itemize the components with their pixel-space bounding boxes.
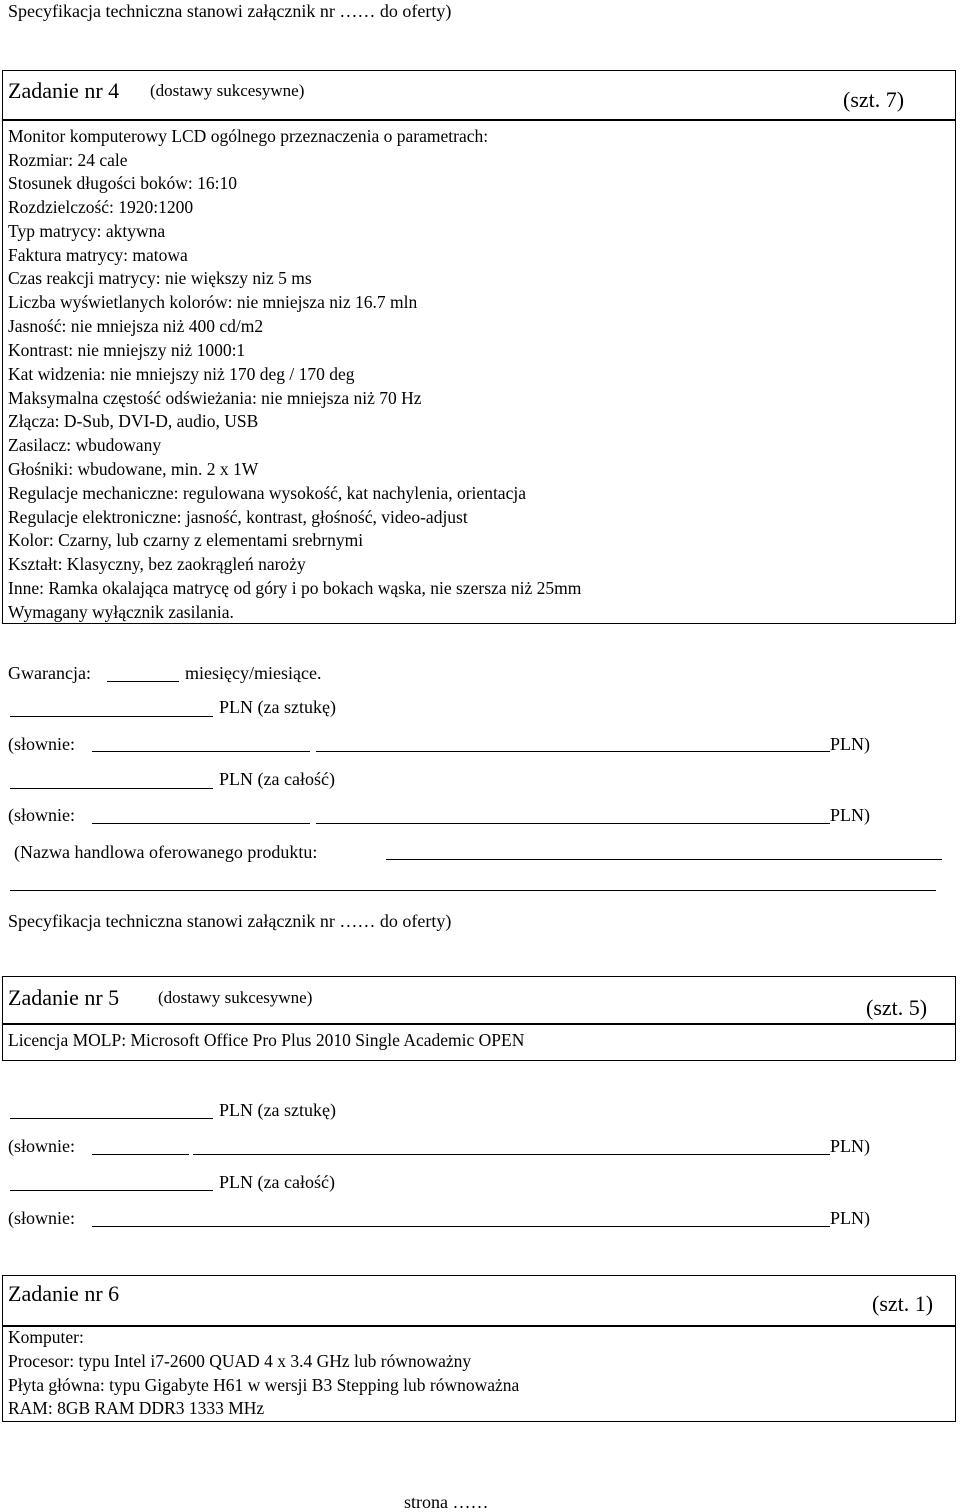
task5-words-field-1b[interactable] xyxy=(193,1154,830,1155)
task5-price-total-label: PLN (za całość) xyxy=(219,1172,335,1192)
spec-line: Głośniki: wbudowane, min. 2 x 1W xyxy=(8,459,259,479)
spec-note-middle: Specyfikacja techniczna stanowi załącznik nr …… do oferty) xyxy=(8,911,452,931)
product-name-field-1[interactable] xyxy=(386,859,942,860)
task5-words-pln-1: PLN) xyxy=(830,1136,870,1156)
task5-words-pln-2: PLN) xyxy=(830,1208,870,1228)
spec-line: Faktura matrycy: matowa xyxy=(8,245,188,265)
task5-words-field-1a[interactable] xyxy=(92,1154,189,1155)
task4-words-pln-2: PLN) xyxy=(830,805,870,825)
warranty-label: Gwarancja: xyxy=(8,663,91,683)
task4-words-label-2: (słownie: xyxy=(8,805,75,825)
spec-line: Regulacje elektroniczne: jasność, kontrast, głośność, video-adjust xyxy=(8,507,468,527)
task5-words-label-1: (słownie: xyxy=(8,1136,75,1156)
spec-line: Jasność: nie mniejsza niż 400 cd/m2 xyxy=(8,316,264,336)
task4-words-field-1a[interactable] xyxy=(92,751,310,752)
spec-note-top: Specyfikacja techniczna stanowi załącznik nr …… do oferty) xyxy=(8,1,452,21)
spec-line: Stosunek długości boków: 16:10 xyxy=(8,173,237,193)
task6-qty: (szt. 1) xyxy=(872,1291,934,1316)
spec-line: Kolor: Czarny, lub czarny z elementami srebrnymi xyxy=(8,530,364,550)
task5-qty: (szt. 5) xyxy=(866,995,928,1020)
task5-words-field-2[interactable] xyxy=(92,1226,830,1227)
task4-words-label-1: (słownie: xyxy=(8,734,75,754)
spec-line: Zasilacz: wbudowany xyxy=(8,435,162,455)
spec-line: Liczba wyświetlanych kolorów: nie mniejsza niz 16.7 mln xyxy=(8,292,418,312)
task4-price-total-field[interactable] xyxy=(10,788,213,789)
spec-line: Złącza: D-Sub, DVI-D, audio, USB xyxy=(8,411,259,431)
spec-line: Maksymalna częstość odświeżania: nie mniejsza niż 70 Hz xyxy=(8,388,422,408)
task4-price-total-label: PLN (za całość) xyxy=(219,769,335,789)
spec-line: Inne: Ramka okalająca matrycę od góry i po bokach wąska, nie szersza niż 25mm xyxy=(8,578,582,598)
task5-words-label-2: (słownie: xyxy=(8,1208,75,1228)
spec-line: Czas reakcji matrycy: nie większy niz 5 ms xyxy=(8,268,312,288)
spec-line: Komputer: xyxy=(8,1327,84,1347)
spec-line: Wymagany wyłącznik zasilania. xyxy=(8,602,234,622)
task5-spec-line: Licencja MOLP: Microsoft Office Pro Plus 2010 Single Academic OPEN xyxy=(8,1030,525,1050)
product-name-label: (Nazwa handlowa oferowanego produktu: xyxy=(14,842,318,862)
task5-header-box xyxy=(2,976,956,1024)
task4-qty: (szt. 7) xyxy=(843,87,905,112)
task4-words-field-2a[interactable] xyxy=(92,823,310,824)
spec-line: Kształt: Klasyczny, bez zaokrągleń naroży xyxy=(8,554,306,574)
task5-price-total-field[interactable] xyxy=(10,1190,213,1191)
spec-line: Kat widzenia: nie mniejszy niż 170 deg / 170 deg xyxy=(8,364,355,384)
spec-line: Typ matrycy: aktywna xyxy=(8,221,166,241)
task4-words-pln-1: PLN) xyxy=(830,734,870,754)
task5-subtitle: (dostawy sukcesywne) xyxy=(158,988,313,1007)
page-number: strona …… xyxy=(404,1492,489,1512)
task4-header-box xyxy=(2,70,956,120)
task6-header-box xyxy=(2,1275,956,1326)
product-name-field-2[interactable] xyxy=(10,890,936,891)
spec-line: Kontrast: nie mniejszy niż 1000:1 xyxy=(8,340,246,360)
spec-line: RAM: 8GB RAM DDR3 1333 MHz xyxy=(8,1398,265,1418)
spec-line: Procesor: typu Intel i7-2600 QUAD 4 x 3.4 GHz lub równoważny xyxy=(8,1351,472,1371)
task5-price-unit-field[interactable] xyxy=(10,1118,213,1119)
spec-line: Monitor komputerowy LCD ogólnego przeznaczenia o parametrach: xyxy=(8,126,489,146)
spec-line: Płyta główna: typu Gigabyte H61 w wersji B3 Stepping lub równoważna xyxy=(8,1375,520,1395)
task5-title: Zadanie nr 5 xyxy=(8,985,120,1010)
spec-line: Rozdzielczość: 1920:1200 xyxy=(8,197,194,217)
task4-title: Zadanie nr 4 xyxy=(8,78,120,103)
task4-price-unit-label: PLN (za sztukę) xyxy=(219,697,336,717)
spec-line: Rozmiar: 24 cale xyxy=(8,150,128,170)
task4-subtitle: (dostawy sukcesywne) xyxy=(150,81,305,100)
task4-words-field-1b[interactable] xyxy=(316,751,830,752)
warranty-unit: miesięcy/miesiące. xyxy=(185,663,322,683)
task4-price-unit-field[interactable] xyxy=(10,716,213,717)
spec-line: Regulacje mechaniczne: regulowana wysokość, kat nachylenia, orientacja xyxy=(8,483,526,503)
task5-price-unit-label: PLN (za sztukę) xyxy=(219,1100,336,1120)
task4-words-field-2b[interactable] xyxy=(316,823,830,824)
task6-title: Zadanie nr 6 xyxy=(8,1281,120,1306)
warranty-months-field[interactable] xyxy=(107,681,179,682)
